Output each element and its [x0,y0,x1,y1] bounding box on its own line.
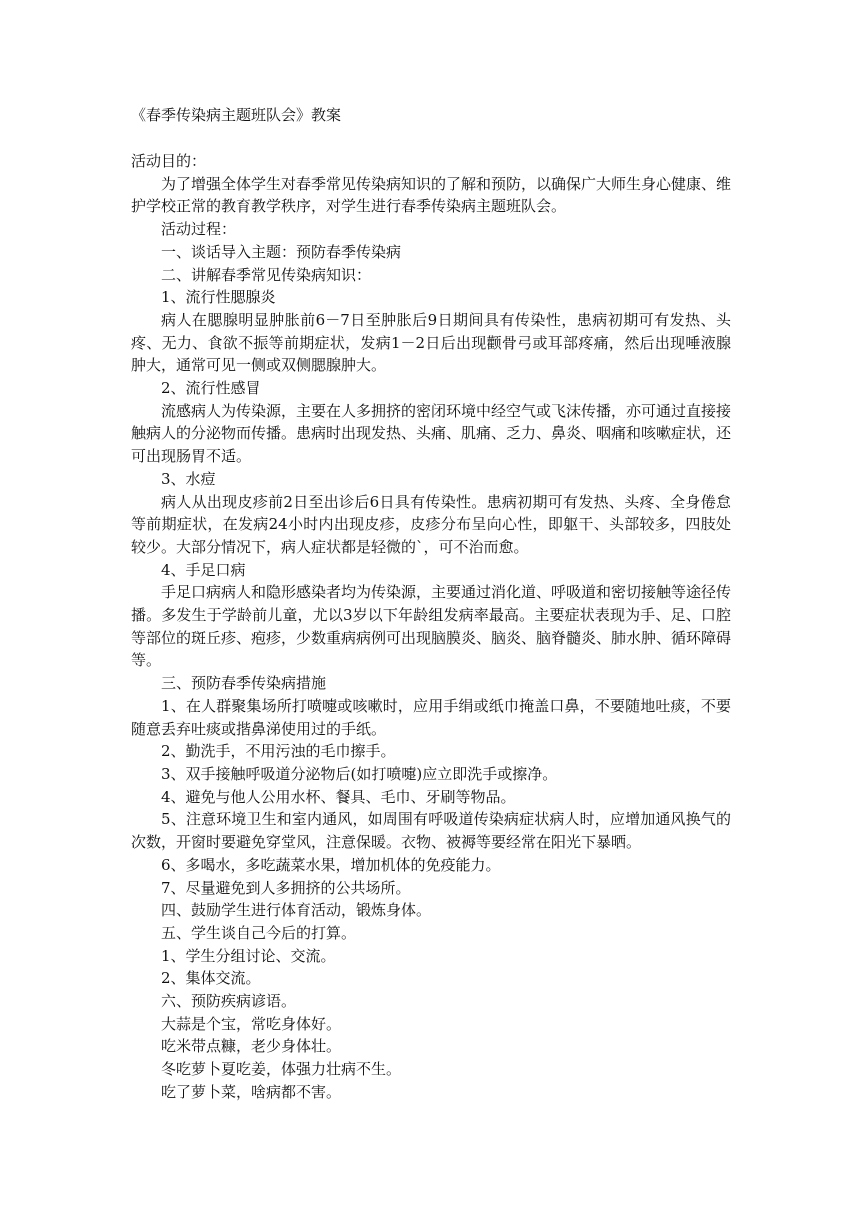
paragraph: 一、谈话导入主题：预防春季传染病 [161,242,402,261]
paragraph: 流感病人为传染源，主要在人多拥挤的密闭环境中经空气或飞沫传播，亦可通过直接接触病人的分泌物而传播。患病时出现发热、头痛、肌痛、乏力、鼻炎、咽痛和咳嗽症状，还可出现肠胃不适。 [131,401,732,466]
paragraph: 病人从出现皮疹前2日至出诊后6日具有传染性。患病初期可有发热、头疼、全身倦怠等前期症状，在发病24小时内出现皮疹，皮疹分布呈向心性，即躯干、头部较多，四肢处较少。大部分情况下，病人症状都是轻微的`，可不治而愈。 [131,492,731,556]
paragraph: 六、预防疾病谚语。 [161,992,297,1011]
paragraph: 2、流行性感冒 [161,379,261,398]
document-title: 《春季传染病主题班队会》教案 [131,106,342,124]
paragraph: 五、学生谈自己今后的打算。 [161,923,357,942]
paragraph: 三、预防春季传染病措施 [161,674,327,693]
paragraph: 活动过程： [161,220,237,239]
paragraph: 四、鼓励学生进行体育活动，锻炼身体。 [161,901,432,920]
paragraph: 病人在腮腺明显肿胀前6－7日至肿胀后9日期间具有传染性，患病初期可有发热、头疼、无力、食欲不振等前期症状，发病1－2日后出现颧骨弓或耳部疼痛，然后出现唾液腺肿大，通常可见一侧或双侧腮腺肿大。 [131,310,731,375]
paragraph: 吃了萝卜菜，啥病都不害。 [161,1082,342,1101]
paragraph: 1、流行性腮腺炎 [161,288,276,307]
paragraph: 3、水痘 [161,469,216,488]
paragraph: 二、讲解春季常见传染病知识： [161,265,372,284]
paragraph: 为了增强全体学生对春季常见传染病知识的了解和预防，以确保广大师生身心健康、维护学校正常的教育教学秩序，对学生进行春季传染病主题班队会。 [131,174,732,216]
paragraph: 2、集体交流。 [161,969,261,988]
document-body [131,150,731,1104]
paragraph: 手足口病病人和隐形感染者均为传染源，主要通过消化道、呼吸道和密切接触等途径传播。多发生于学龄前儿童，尤以3岁以下年龄组发病率最高。主要症状表现为手、足、口腔等部位的斑丘疹、疱疹，少数重病病例可出现脑膜炎、脑炎、脑脊髓炎、肺水肿、循环障碍等。 [131,583,732,670]
paragraph: 1、在人群聚集场所打喷嚏或咳嗽时，应用手绢或纸巾掩盖口鼻，不要随地吐痰，不要随意丢弃吐痰或揩鼻涕使用过的手纸。 [131,696,731,738]
paragraph: 5、注意环境卫生和室内通风，如周围有呼吸道传染病症状病人时，应增加通风换气的次数，开窗时要避免穿堂风，注意保暖。衣物、被褥等要经常在阳光下暴晒。 [131,810,731,852]
paragraph: 活动目的： [131,152,207,170]
paragraph: 4、手足口病 [161,560,246,579]
paragraph: 2、勤洗手，不用污浊的毛巾擦手。 [161,742,396,761]
paragraph: 冬吃萝卜夏吃姜，体强力壮病不生。 [161,1060,402,1079]
paragraph: 1、学生分组讨论、交流。 [161,946,336,965]
paragraph: 大蒜是个宝，常吃身体好。 [161,1014,342,1033]
paragraph: 吃米带点糠，老少身体壮。 [161,1037,342,1056]
paragraph: 6、多喝水，多吃蔬菜水果，增加机体的免疫能力。 [161,855,501,874]
paragraph: 3、双手接触呼吸道分泌物后(如打喷嚏)应立即洗手或擦净。 [161,764,558,783]
paragraph: 7、尽量避免到人多拥挤的公共场所。 [161,878,411,897]
paragraph: 4、避免与他人公用水杯、餐具、毛巾、牙刷等物品。 [161,787,516,806]
